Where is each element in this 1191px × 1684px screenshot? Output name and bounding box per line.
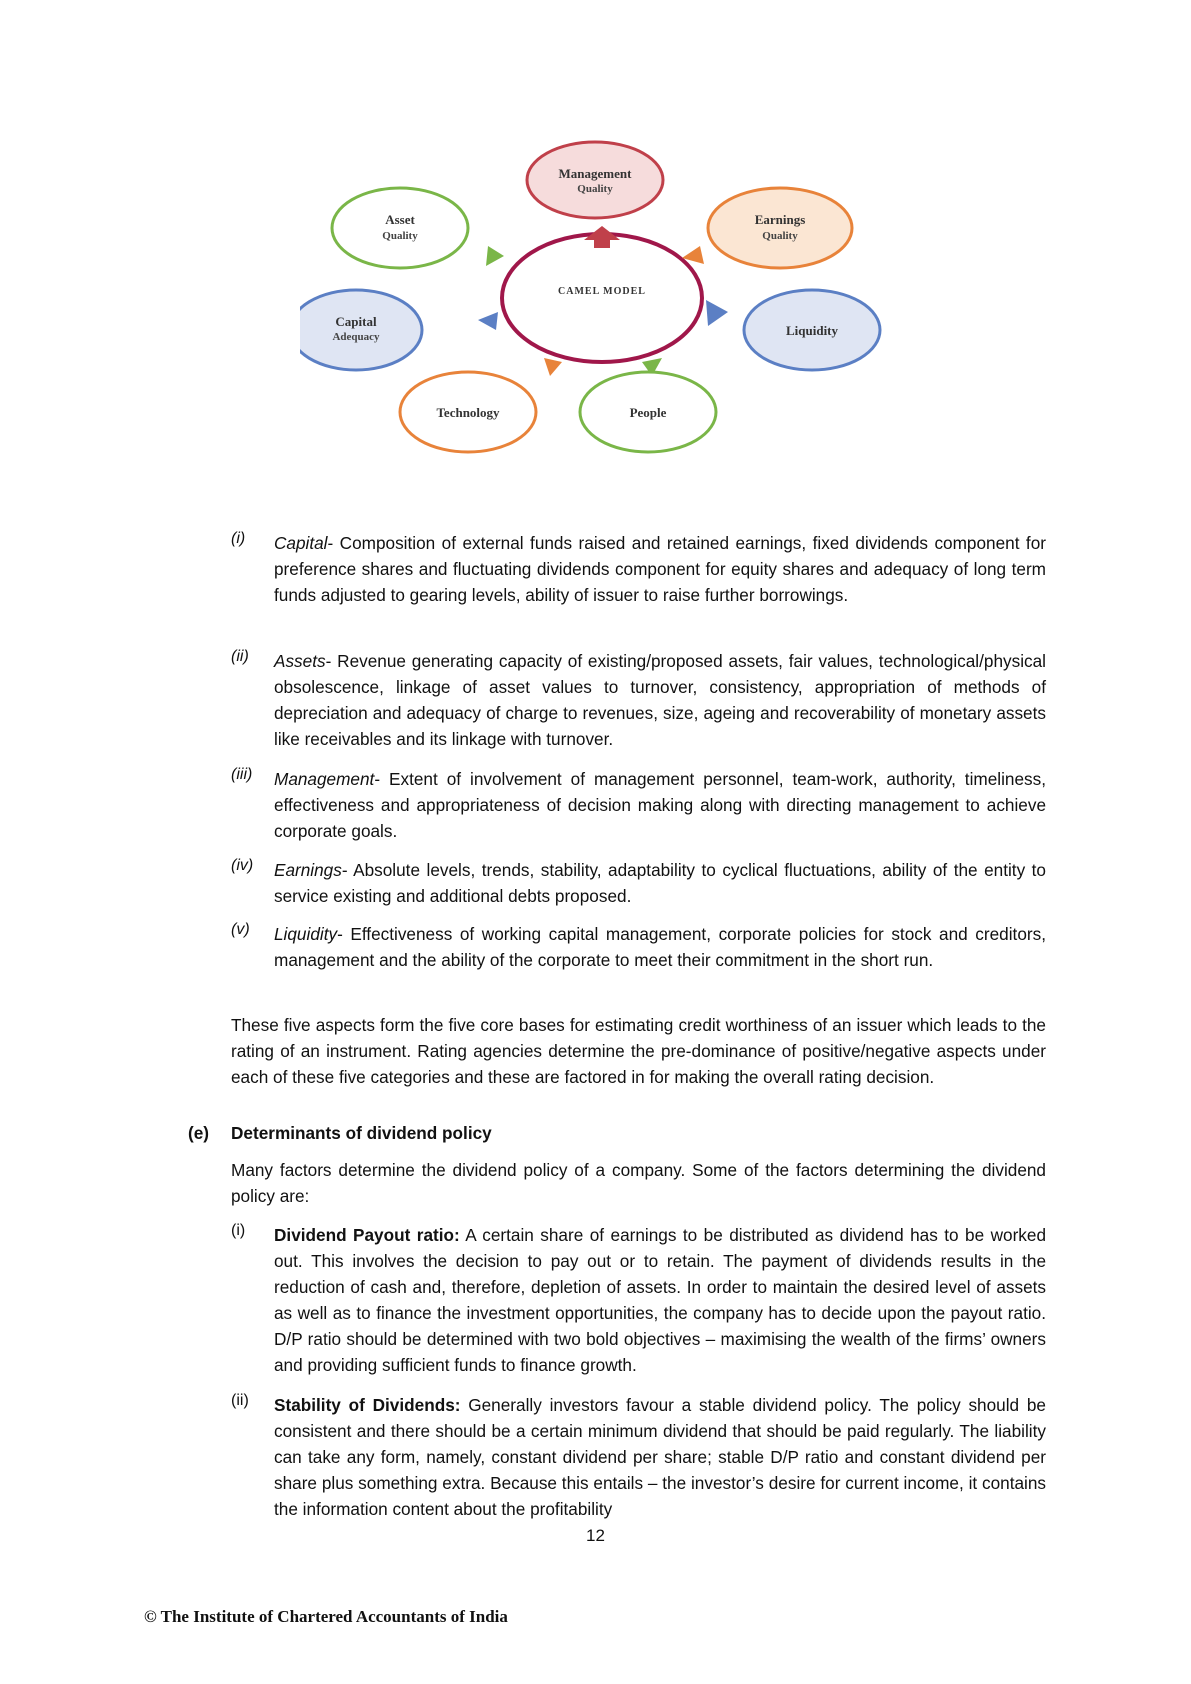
camel-model-diagram xyxy=(300,140,900,500)
arrow-downleft-icon xyxy=(544,358,562,376)
item-body: Dividend Payout ratio: A certain share of earnings to be distributed as dividend has to be worked out. This involves the decision to pay out or to retain. The payment of dividends results in the reduction of cash and, therefore, depletion of assets. In order to maintain the desired level of assets as well as to finance the investment opportunities, the company has to decide upon the payout ratio. D/P ratio should be determined with two bold objectives – maximising the wealth of the firms’ owners and providing sufficient funds to finance growth. xyxy=(274,1225,1047,1375)
item-number: (v) xyxy=(231,921,250,938)
copyright-footer: © The Institute of Chartered Accountants of India xyxy=(144,1607,508,1626)
node-people xyxy=(580,372,716,452)
item-number: (iii) xyxy=(231,766,253,783)
arrow-right-icon xyxy=(706,300,728,326)
camel-item-assets xyxy=(231,648,1046,752)
camel-item-management xyxy=(231,766,1046,844)
arrow-left-icon xyxy=(478,312,498,330)
arrow-up-stem xyxy=(594,240,610,248)
dividend-item-stability xyxy=(231,1392,1046,1522)
svg-text:Management: Management xyxy=(558,166,632,181)
section-e-intro: Many factors determine the dividend policy of a company. Some of the factors determining the dividend policy are: xyxy=(231,1160,1046,1206)
svg-text:People: People xyxy=(629,405,667,420)
item-body: Assets- Revenue generating capacity of existing/proposed assets, fair values, technological/physical obsolescence, linkage of asset values to turnover, consistency, appropriation of methods of depreciation and adequacy of charge to revenues, size, ageing and recoverability of monetary assets like receivables and its linkage with turnover. xyxy=(274,651,1046,749)
svg-text:Earnings: Earnings xyxy=(754,212,806,227)
camel-diagram-svg xyxy=(300,140,900,500)
item-number: (i) xyxy=(231,1222,246,1239)
center-circle xyxy=(502,234,702,362)
arrow-upleft-icon xyxy=(486,246,504,266)
svg-text:Quality: Quality xyxy=(762,230,798,242)
item-number: (i) xyxy=(231,530,246,547)
item-number: (iv) xyxy=(231,857,254,874)
svg-text:Quality: Quality xyxy=(382,230,418,242)
item-body: Capital- Composition of external funds raised and retained earnings, fixed dividends component for preference shares and fluctuating dividends component for equity shares and adequacy of long term funds adjusted to gearing levels, ability of issuer to raise further borrowings. xyxy=(274,533,1046,605)
summary-paragraph: These five aspects form the five core bases for estimating credit worthiness of an issuer which leads to the rating of an instrument. Rating agencies determine the pre-dominance of positive/negative aspects under each of these five categories and these are factored in for making the overall rating decision. xyxy=(231,1015,1046,1087)
center-label: CAMEL MODEL xyxy=(558,286,646,297)
dividend-item-payout xyxy=(231,1222,1046,1378)
node-management xyxy=(527,142,663,218)
node-capital xyxy=(300,290,422,370)
node-asset xyxy=(332,188,468,268)
item-number: (ii) xyxy=(231,648,249,665)
camel-item-capital xyxy=(231,530,1046,634)
item-body: Liquidity- Effectiveness of working capital management, corporate policies for stock and creditors, management and the ability of the corporate to meet their commitment in the short run. xyxy=(274,924,1046,970)
svg-text:Technology: Technology xyxy=(436,405,500,420)
camel-item-liquidity xyxy=(231,921,1046,999)
svg-text:Adequacy: Adequacy xyxy=(332,331,380,343)
node-earnings xyxy=(708,188,852,268)
svg-text:Liquidity: Liquidity xyxy=(785,323,839,338)
item-body: Earnings- Absolute levels, trends, stability, adaptability to cyclical fluctuations, ability of the entity to service existing and additional debts proposed. xyxy=(274,860,1046,906)
node-technology xyxy=(400,372,536,452)
camel-item-earnings xyxy=(231,857,1046,909)
item-number: (ii) xyxy=(231,1392,249,1409)
page-number: 12 xyxy=(586,1526,605,1545)
svg-text:Capital: Capital xyxy=(335,314,377,329)
item-body: Management- Extent of involvement of management personnel, team-work, authority, timeliness, effectiveness and appropriateness of decision making along with directing management to achieve corporate goals. xyxy=(274,769,1046,841)
item-body: Stability of Dividends: Generally investors favour a stable dividend policy. The policy should be consistent and there should be a certain minimum dividend that should be paid regularly. The liability can take any form, namely, constant dividend per share; stable D/P ratio and constant dividend per share plus something extra. Because this entails – the investor’s desire for current income, it contains the information content about the profitability xyxy=(274,1395,1046,1519)
node-liquidity xyxy=(744,290,880,370)
section-e-heading: (e) Determinants of dividend policy xyxy=(188,1123,492,1143)
svg-text:Asset: Asset xyxy=(385,212,415,227)
svg-text:Quality: Quality xyxy=(577,183,613,195)
